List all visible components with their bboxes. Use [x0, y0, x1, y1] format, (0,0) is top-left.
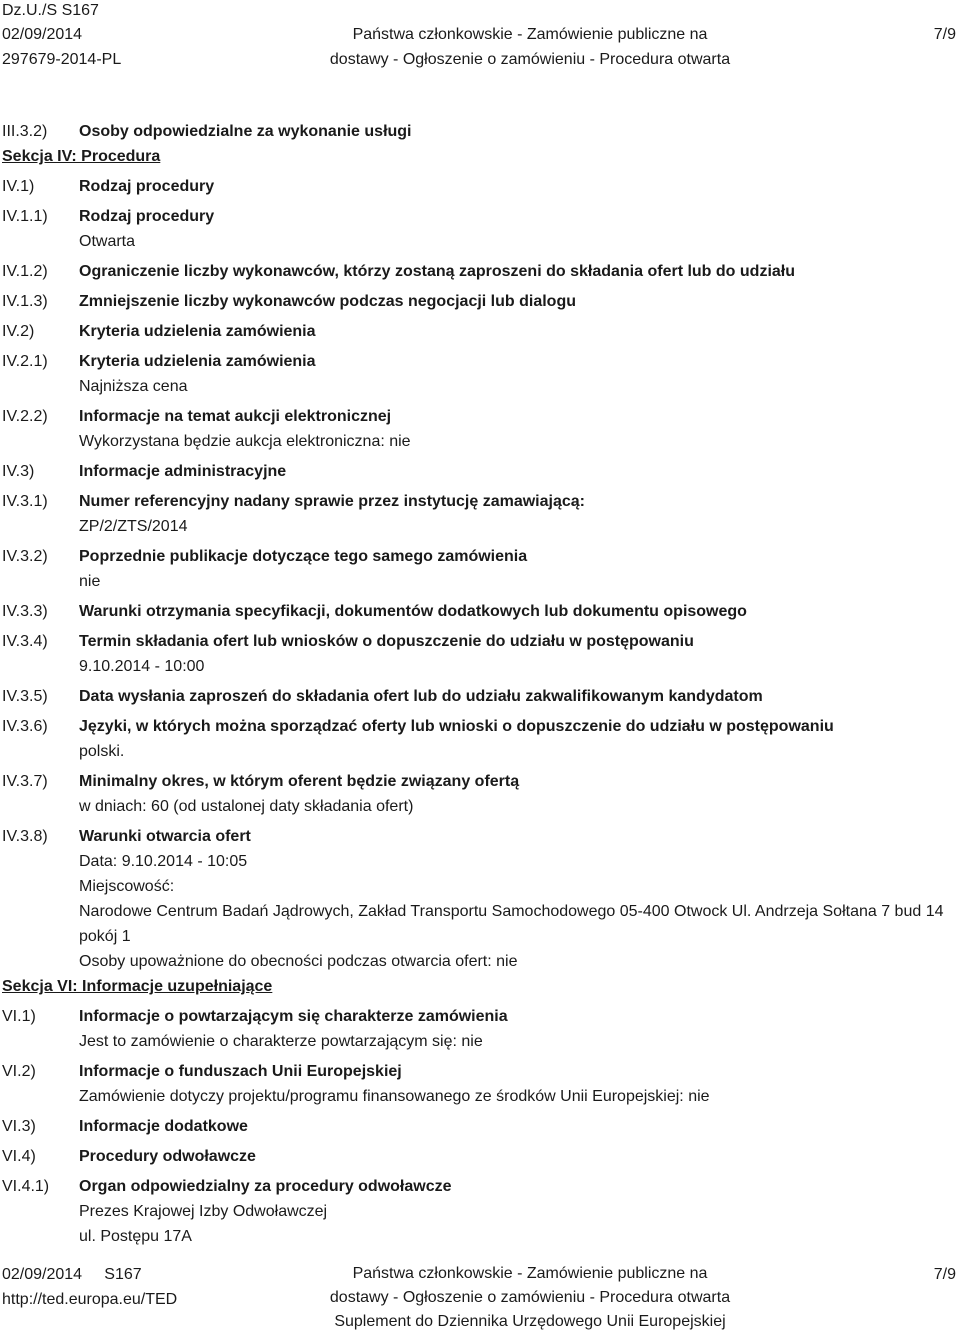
entry-title: Warunki otwarcia ofert: [79, 828, 251, 845]
entry-number: IV.3.3): [2, 603, 48, 620]
entry-number: IV.3.7): [2, 773, 48, 790]
notice-entry: [2, 1144, 952, 1169]
notice-entry: [2, 174, 952, 199]
footer-left-block: [2, 1262, 177, 1312]
entry-number: IV.1.1): [2, 208, 48, 225]
footer-center-line3: Suplement do Dziennika Urzędowego Unii Europejskiej: [334, 1313, 726, 1330]
entry-body: [79, 769, 952, 819]
header-doc-ref: Dz.U./S S167: [2, 2, 99, 19]
footer-center-line2: dostawy - Ogłoszenie o zamówieniu - Procedura otwarta: [329, 1289, 731, 1306]
entry-number: IV.3.5): [2, 688, 48, 705]
entry-body: [79, 349, 952, 399]
entry-title: Informacje dodatkowe: [79, 1118, 248, 1135]
section-heading: Sekcja IV: Procedura: [2, 148, 161, 165]
entry-title: Organ odpowiedzialny za procedury odwoławcze: [79, 1178, 452, 1195]
entry-body: [79, 1004, 952, 1054]
entry-number: IV.2.1): [2, 353, 48, 370]
header-date: 02/09/2014: [2, 26, 83, 43]
entry-body: [79, 1144, 952, 1169]
entry-body: [79, 459, 952, 484]
entry-title: Poprzednie publikacje dotyczące tego samego zamówienia: [79, 548, 528, 565]
entry-text: Prezes Krajowej Izby Odwoławczej: [79, 1203, 328, 1220]
entry-body: [79, 714, 952, 764]
entry-number: VI.2): [2, 1063, 36, 1080]
entry-body: [79, 1114, 952, 1139]
page-header: [0, 0, 960, 72]
notice-entry: [2, 599, 952, 624]
entry-number: IV.1.2): [2, 263, 48, 280]
header-title-line2: dostawy - Ogłoszenie o zamówieniu - Procedura otwarta: [329, 51, 731, 68]
entry-title: Zmniejszenie liczby wykonawców podczas negocjacji lub dialogu: [79, 293, 576, 310]
entry-number: IV.2.2): [2, 408, 48, 425]
notice-entry: [2, 404, 952, 454]
entry-text: 9.10.2014 - 10:00: [79, 658, 205, 675]
entry-title: Procedury odwoławcze: [79, 1148, 256, 1165]
entry-number: IV.3): [2, 463, 35, 480]
notice-entry: [2, 714, 952, 764]
entry-text: Jest to zamówienie o charakterze powtarzającym się: nie: [79, 1033, 483, 1050]
entry-title: Kryteria udzielenia zamówienia: [79, 353, 316, 370]
entry-title: Języki, w których można sporządzać oferty lub wnioski o dopuszczenie do udziału w postępowaniu: [79, 718, 834, 735]
entry-title: Informacje o powtarzającym się charakterze zamówienia: [79, 1008, 508, 1025]
section-heading: Sekcja VI: Informacje uzupełniające: [2, 978, 273, 995]
entry-title: Ograniczenie liczby wykonawców, którzy zostaną zaproszeni do składania ofert lub do udziału: [79, 263, 795, 280]
header-title-line1: Państwa członkowskie - Zamówienie publiczne na: [352, 26, 708, 43]
notice-entry: [2, 824, 952, 974]
footer-title: [300, 1262, 760, 1334]
entry-text: nie: [79, 573, 101, 590]
entry-body: [79, 629, 952, 679]
entry-title: Osoby odpowiedzialne za wykonanie usługi: [79, 123, 412, 140]
entry-text: ul. Postępu 17A: [79, 1228, 192, 1245]
header-doc-id: 297679-2014-PL: [2, 51, 122, 68]
entry-body: [79, 1059, 952, 1109]
entry-title: Informacje na temat aukcji elektronicznej: [79, 408, 392, 425]
notice-entry: [2, 259, 952, 284]
entry-number: VI.1): [2, 1008, 36, 1025]
entry-number: IV.2): [2, 323, 35, 340]
entry-text: Wykorzystana będzie aukcja elektroniczna: nie: [79, 433, 411, 450]
notice-entry: [2, 459, 952, 484]
entry-number: IV.3.4): [2, 633, 48, 650]
entry-number: IV.1): [2, 178, 35, 195]
entry-body: [79, 289, 952, 314]
notice-entry: [2, 1174, 952, 1249]
entry-number: IV.3.6): [2, 718, 48, 735]
footer-date-issue: 02/09/2014 S167: [2, 1266, 142, 1283]
entry-number: VI.4.1): [2, 1178, 50, 1195]
entry-title: Minimalny okres, w którym oferent będzie związany ofertą: [79, 773, 520, 790]
entry-text: Zamówienie dotyczy projektu/programu finansowanego ze środków Unii Europejskiej: nie: [79, 1088, 710, 1105]
notice-content: [2, 119, 952, 1249]
notice-entry: [2, 1059, 952, 1109]
notice-entry: [2, 204, 952, 254]
footer-url-link[interactable]: http://ted.europa.eu/TED: [2, 1291, 178, 1308]
entry-body: [79, 259, 952, 284]
entry-number: III.3.2): [2, 123, 48, 140]
notice-entry: [2, 769, 952, 819]
notice-entry: [2, 349, 952, 399]
entry-number: VI.4): [2, 1148, 36, 1165]
entry-title: Kryteria udzielenia zamówienia: [79, 323, 316, 340]
entry-number: IV.3.2): [2, 548, 48, 565]
header-title: [300, 22, 760, 72]
notice-entry: [2, 684, 952, 709]
entry-text: Najniższa cena: [79, 378, 188, 395]
entry-title: Informacje administracyjne: [79, 463, 287, 480]
entry-text: w dniach: 60 (od ustalonej daty składania ofert): [79, 798, 414, 815]
notice-entry: [2, 629, 952, 679]
entry-text: Data: 9.10.2014 - 10:05: [79, 853, 248, 870]
entry-text: polski.: [79, 743, 125, 760]
page-footer: [0, 1262, 960, 1334]
entry-number: VI.3): [2, 1118, 36, 1135]
notice-entry: [2, 1114, 952, 1139]
entry-body: [79, 1174, 952, 1249]
notice-entry: [2, 544, 952, 594]
notice-entry: [2, 319, 952, 344]
entry-body: [79, 599, 952, 624]
entry-text: Osoby upoważnione do obecności podczas otwarcia ofert: nie: [79, 953, 518, 970]
entry-title: Informacje o funduszach Unii Europejskiej: [79, 1063, 402, 1080]
entry-body: [79, 404, 952, 454]
entry-body: [79, 119, 952, 144]
entry-text: Otwarta: [79, 233, 136, 250]
notice-entry: [2, 1004, 952, 1054]
header-page-number: 7/9: [933, 26, 956, 43]
entry-title: Numer referencyjny nadany sprawie przez instytucję zamawiającą:: [79, 493, 585, 510]
entry-text: ZP/2/ZTS/2014: [79, 518, 188, 535]
entry-body: [79, 174, 952, 199]
entry-body: [79, 824, 952, 974]
entry-body: [79, 204, 952, 254]
entry-title: Data wysłania zaproszeń do składania ofert lub do udziału zakwalifikowanym kandydatom: [79, 688, 763, 705]
entry-number: IV.3.1): [2, 493, 48, 510]
entry-title: Termin składania ofert lub wniosków o dopuszczenie do udziału w postępowaniu: [79, 633, 694, 650]
entry-body: [79, 544, 952, 594]
header-left-block: [2, 0, 121, 72]
entry-number: IV.1.3): [2, 293, 48, 310]
entry-title: Warunki otrzymania specyfikacji, dokumentów dodatkowych lub dokumentu opisowego: [79, 603, 747, 620]
notice-entry: [2, 119, 952, 144]
entry-body: [79, 684, 952, 709]
entry-text: Narodowe Centrum Badań Jądrowych, Zakład Transportu Samochodowego 05-400 Otwock Ul. Andrzeja Sołtana 7 bud 14 pokój 1: [79, 903, 944, 945]
footer-center-line1: Państwa członkowskie - Zamówienie publiczne na: [352, 1265, 708, 1282]
notice-entry: [2, 489, 952, 539]
entry-title: Rodzaj procedury: [79, 208, 215, 225]
notice-entry: [2, 289, 952, 314]
entry-title: Rodzaj procedury: [79, 178, 215, 195]
entry-body: [79, 319, 952, 344]
entry-text: Miejscowość:: [79, 878, 175, 895]
entry-body: [79, 489, 952, 539]
footer-page-number: 7/9: [933, 1266, 956, 1283]
entry-number: IV.3.8): [2, 828, 48, 845]
